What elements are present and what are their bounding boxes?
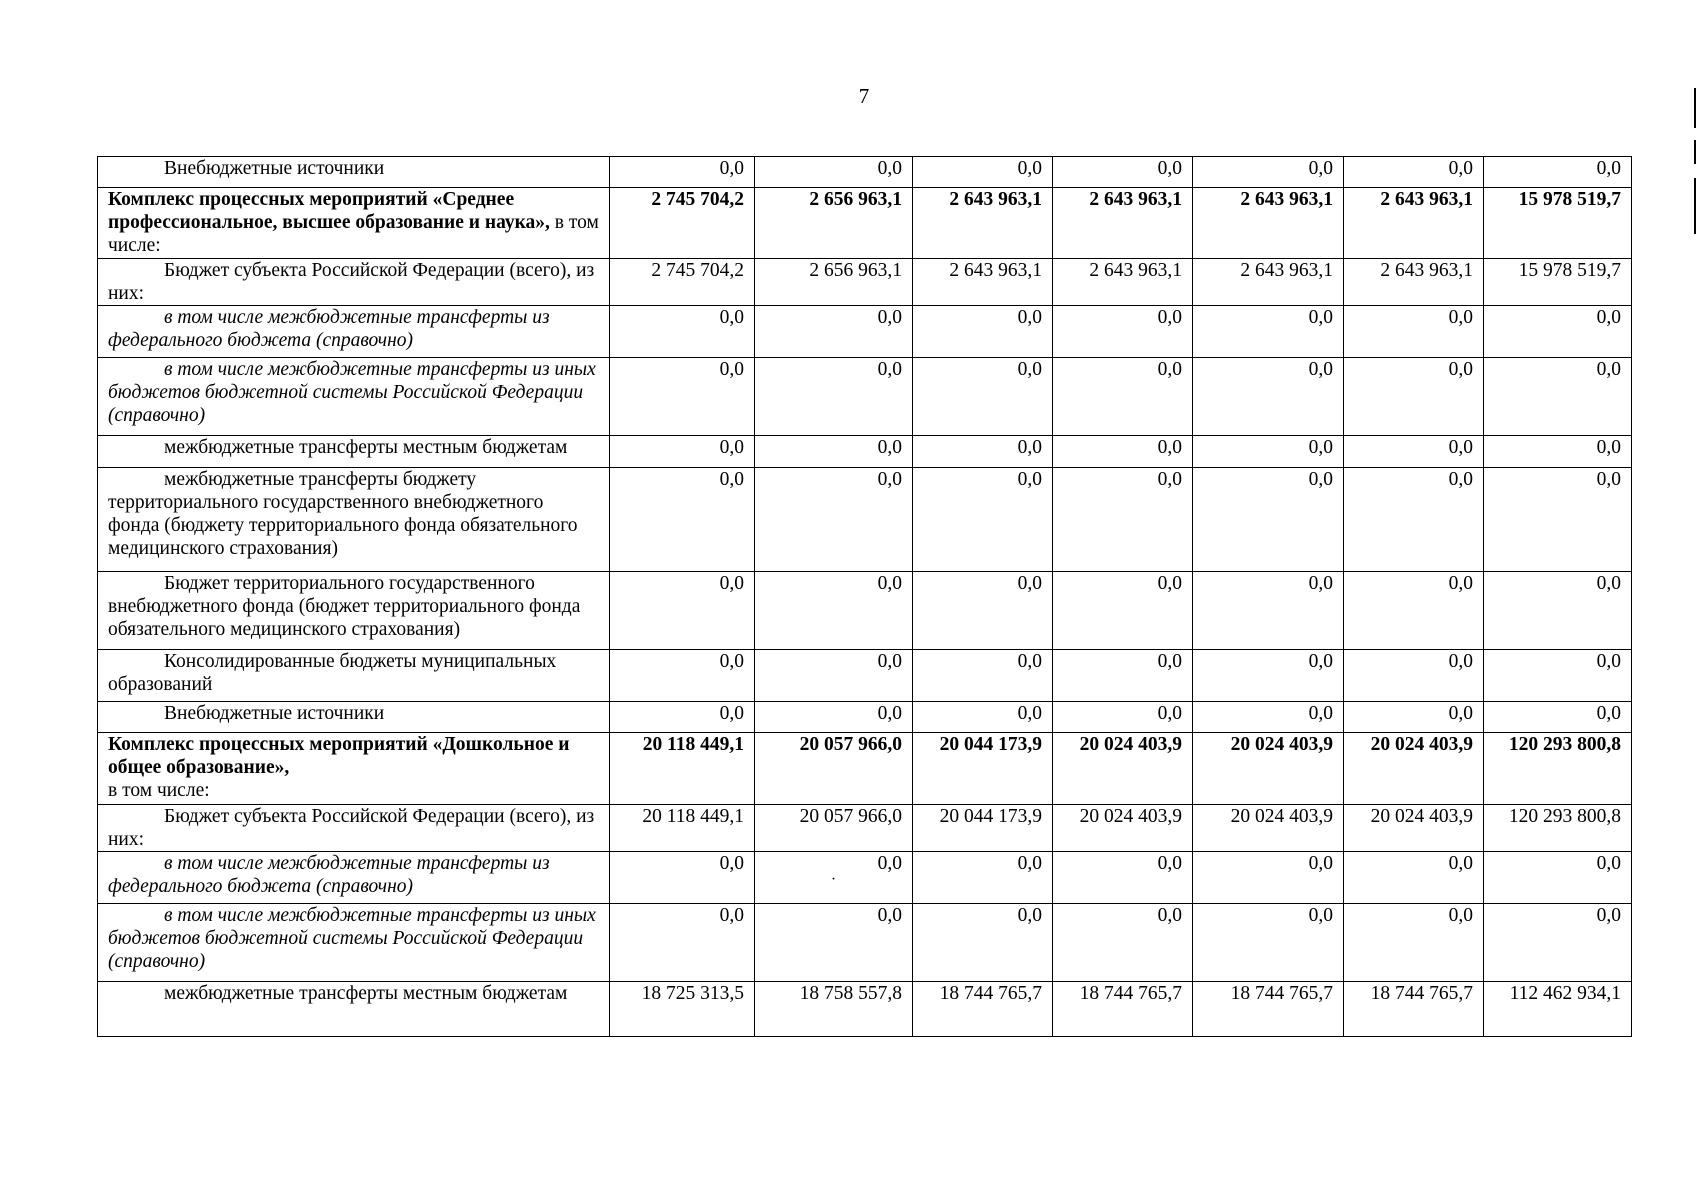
row-label: межбюджетные трансферты местным бюджетам: [98, 982, 610, 1037]
cell-value: 0,0: [1484, 650, 1632, 702]
cell-value: 0,0: [1344, 157, 1484, 188]
cell-value: 0,0: [1344, 306, 1484, 358]
margin-mark: [1694, 140, 1696, 164]
cell-value: 0,0: [1193, 306, 1344, 358]
cell-value: 0,0: [1484, 358, 1632, 436]
table-row: [98, 805, 1632, 852]
page-number: 7: [858, 84, 870, 108]
cell-value: 20 024 403,9: [1193, 733, 1344, 805]
cell-value: 2 643 963,1: [1344, 259, 1484, 306]
cell-value: 120 293 800,8: [1484, 733, 1632, 805]
cell-value: 20 118 449,1: [610, 805, 755, 852]
cell-value: 0,0: [1053, 468, 1193, 572]
cell-value: 0,0: [1344, 358, 1484, 436]
cell-value: 0,0: [1344, 436, 1484, 468]
cell-value: 2 643 963,1: [1193, 259, 1344, 306]
table-row: [98, 259, 1632, 306]
cell-value: 0,0: [1053, 702, 1193, 733]
cell-value: 0,0: [610, 436, 755, 468]
budget-table: [97, 156, 1632, 1037]
cell-value: 2 643 963,1: [1193, 188, 1344, 259]
cell-value: 0,0: [1053, 572, 1193, 650]
row-label: в том числе межбюджетные трансферты из федерального бюджета (справочно): [98, 306, 610, 358]
cell-value: 0,0: [1053, 436, 1193, 468]
table-row: [98, 904, 1632, 982]
row-label: межбюджетные трансферты бюджету территориального государственного внебюджетного фонда (бюджету территориального фонда обязательного медицинского страхования): [98, 468, 610, 572]
cell-value: 18 744 765,7: [1053, 982, 1193, 1037]
cell-value: 0,0: [610, 852, 755, 904]
cell-value: 0,0: [913, 468, 1053, 572]
cell-value: 2 643 963,1: [913, 259, 1053, 306]
cell-value: 0,0: [1344, 572, 1484, 650]
stray-dot: ·: [830, 871, 837, 888]
cell-value: 0,0: [755, 904, 913, 982]
cell-value: 2 745 704,2: [610, 188, 755, 259]
cell-value: 0,0: [1053, 358, 1193, 436]
cell-value: 0,0: [1344, 650, 1484, 702]
table-row: [98, 650, 1632, 702]
cell-value: 0,0: [755, 358, 913, 436]
cell-value: 20 044 173,9: [913, 805, 1053, 852]
cell-value: 0,0: [1484, 904, 1632, 982]
cell-value: 0,0: [913, 702, 1053, 733]
cell-value: 112 462 934,1: [1484, 982, 1632, 1037]
row-label: Бюджет субъекта Российской Федерации (всего), из них:: [98, 805, 610, 852]
cell-value: 0,0: [913, 436, 1053, 468]
cell-value: 0,0: [1053, 904, 1193, 982]
table-row: [98, 157, 1632, 188]
cell-value: 120 293 800,8: [1484, 805, 1632, 852]
cell-value: 0,0: [755, 157, 913, 188]
cell-value: 0,0 ·: [755, 852, 913, 904]
row-label: в том числе межбюджетные трансферты из иных бюджетов бюджетной системы Российской Федерации (справочно): [98, 904, 610, 982]
cell-value: 0,0: [755, 468, 913, 572]
cell-value: 0,0: [610, 650, 755, 702]
margin-mark: [1694, 178, 1696, 234]
cell-value: 2 643 963,1: [913, 188, 1053, 259]
cell-value: 0,0: [913, 852, 1053, 904]
cell-value: 0,0: [755, 306, 913, 358]
cell-value: 15 978 519,7: [1484, 259, 1632, 306]
cell-value: 0,0: [610, 468, 755, 572]
table-row: [98, 468, 1632, 572]
cell-value: 0,0: [610, 358, 755, 436]
cell-value: 0,0: [1193, 904, 1344, 982]
table-row: [98, 733, 1632, 805]
cell-value: 18 758 557,8: [755, 982, 913, 1037]
cell-value: 0,0: [1053, 306, 1193, 358]
cell-value: 0,0: [913, 358, 1053, 436]
row-label: Консолидированные бюджеты муниципальных образований: [98, 650, 610, 702]
cell-value: 0,0: [610, 702, 755, 733]
row-label: в том числе межбюджетные трансферты из иных бюджетов бюджетной системы Российской Федерации (справочно): [98, 358, 610, 436]
cell-value: 0,0: [1484, 572, 1632, 650]
cell-value: 0,0: [1193, 157, 1344, 188]
cell-value: 0,0: [913, 306, 1053, 358]
cell-value: 20 024 403,9: [1053, 733, 1193, 805]
cell-value: 20 024 403,9: [1344, 805, 1484, 852]
row-label: в том числе межбюджетные трансферты из федерального бюджета (справочно): [98, 852, 610, 904]
cell-value: 20 024 403,9: [1193, 805, 1344, 852]
cell-value: 0,0: [1344, 852, 1484, 904]
table-row: [98, 188, 1632, 259]
cell-value: 0,0: [913, 904, 1053, 982]
cell-value: 0,0: [1344, 702, 1484, 733]
cell-value: 20 118 449,1: [610, 733, 755, 805]
cell-value: 0,0: [1484, 157, 1632, 188]
cell-value: 18 725 313,5: [610, 982, 755, 1037]
cell-value: 0,0: [913, 157, 1053, 188]
cell-value: 0,0: [610, 157, 755, 188]
cell-value: 0,0: [1053, 157, 1193, 188]
cell-value: 0,0: [1193, 650, 1344, 702]
cell-value: 0,0: [755, 572, 913, 650]
cell-value: 0,0: [610, 572, 755, 650]
cell-value: 2 643 963,1: [1344, 188, 1484, 259]
cell-value: 0,0: [1193, 358, 1344, 436]
row-label: Бюджет субъекта Российской Федерации (всего), из них:: [98, 259, 610, 306]
cell-value: 20 057 966,0: [755, 805, 913, 852]
table-row: [98, 436, 1632, 468]
cell-value: 18 744 765,7: [913, 982, 1053, 1037]
cell-value: 0,0: [1193, 468, 1344, 572]
table-row: [98, 852, 1632, 904]
cell-value: 2 656 963,1: [755, 188, 913, 259]
row-label: межбюджетные трансферты местным бюджетам: [98, 436, 610, 468]
cell-value: 2 656 963,1: [755, 259, 913, 306]
cell-value: 0,0: [913, 650, 1053, 702]
cell-value: 0,0: [610, 306, 755, 358]
cell-value: 0,0: [1053, 852, 1193, 904]
table-row: [98, 572, 1632, 650]
cell-value: 0,0: [1193, 702, 1344, 733]
margin-mark: [1694, 88, 1696, 128]
cell-value: 0,0: [1484, 306, 1632, 358]
row-label: Внебюджетные источники: [98, 157, 610, 188]
cell-value: 0,0: [755, 650, 913, 702]
cell-value: 0,0: [913, 572, 1053, 650]
cell-value: 0,0: [1193, 436, 1344, 468]
cell-value: 0,0: [1193, 572, 1344, 650]
table-row: [98, 702, 1632, 733]
cell-value: 20 024 403,9: [1344, 733, 1484, 805]
cell-value: 18 744 765,7: [1193, 982, 1344, 1037]
cell-value: 0,0: [1484, 436, 1632, 468]
cell-value: 0,0: [1344, 468, 1484, 572]
table-row: [98, 358, 1632, 436]
table-row: [98, 982, 1632, 1037]
cell-value: 20 057 966,0: [755, 733, 913, 805]
row-label: Внебюджетные источники: [98, 702, 610, 733]
cell-value: 2 745 704,2: [610, 259, 755, 306]
cell-value: 0,0: [1344, 904, 1484, 982]
cell-value: 2 643 963,1: [1053, 188, 1193, 259]
cell-value: 20 044 173,9: [913, 733, 1053, 805]
row-label: Комплекс процессных мероприятий «Дошкольное и общее образование», в том числе:: [98, 733, 610, 805]
cell-value: 15 978 519,7: [1484, 188, 1632, 259]
row-label: Комплекс процессных мероприятий «Среднее профессиональное, высшее образование и наука», в том числе:: [98, 188, 610, 259]
table-row: [98, 306, 1632, 358]
cell-value: 0,0: [755, 436, 913, 468]
row-label: Бюджет территориального государственного внебюджетного фонда (бюджет территориального фонда обязательного медицинского страхования): [98, 572, 610, 650]
cell-value: 0,0: [1053, 650, 1193, 702]
cell-value: 0,0: [1484, 852, 1632, 904]
cell-value: 20 024 403,9: [1053, 805, 1193, 852]
cell-value: 2 643 963,1: [1053, 259, 1193, 306]
cell-value: 0,0: [1484, 702, 1632, 733]
cell-value: 0,0: [755, 702, 913, 733]
cell-value: 0,0: [610, 904, 755, 982]
cell-value: 0,0: [1193, 852, 1344, 904]
cell-value: 18 744 765,7: [1344, 982, 1484, 1037]
cell-value: 0,0: [1484, 468, 1632, 572]
